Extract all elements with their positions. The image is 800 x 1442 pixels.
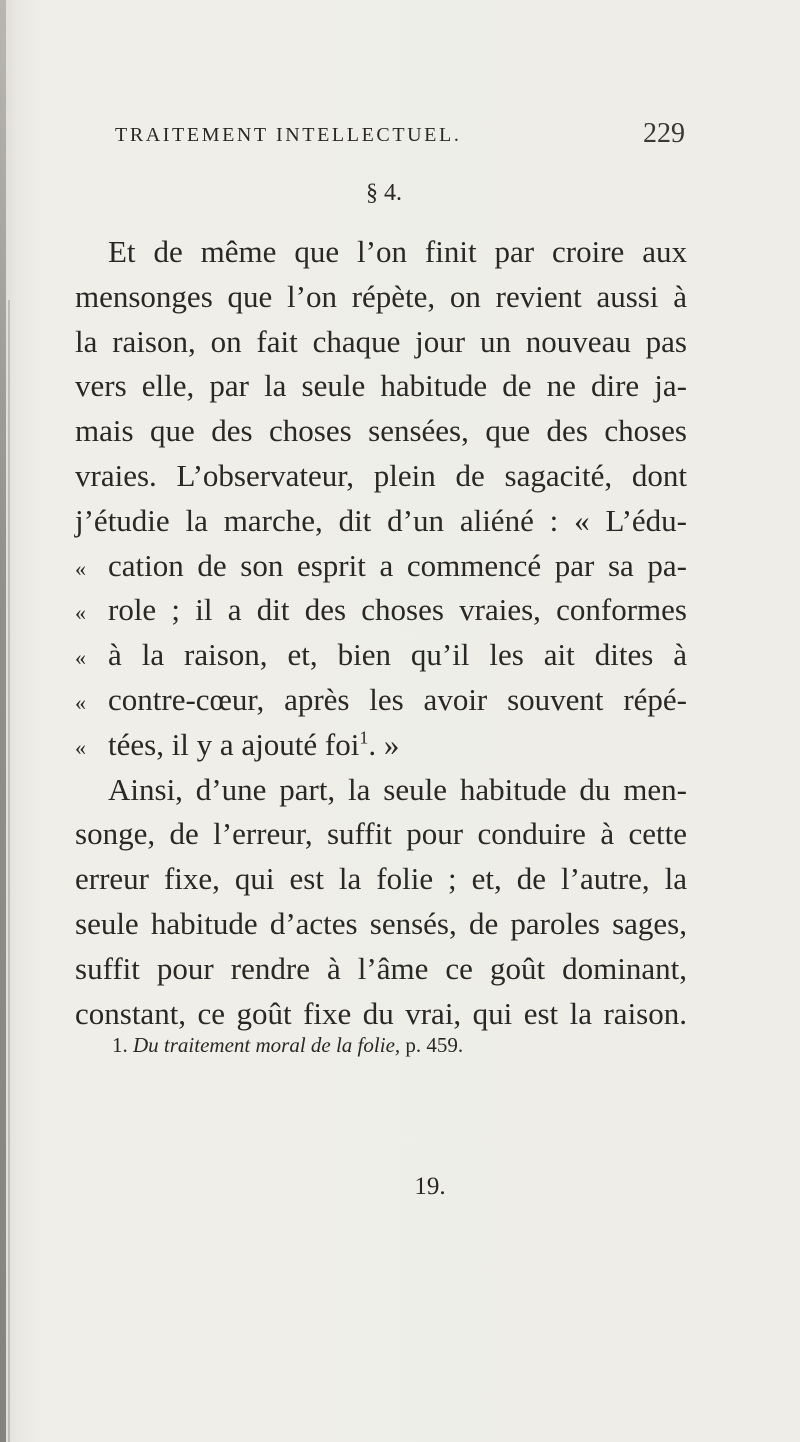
book-spine-shadow [0,0,6,1442]
quote-mark: « [75,689,86,715]
page-number: 229 [643,118,685,149]
text-line: songe, de l’erreur, suffit pour conduire à cette [75,816,687,852]
footnote-page: p. 459. [400,1033,464,1057]
text-line: Ainsi, d’une part, la seule habitude du men- [108,771,687,807]
signature-mark: 19. [414,1173,446,1200]
text-line: vraies. L’observateur, plein de sagacité, dont [75,457,687,493]
quote-line [75,588,687,633]
quote-line [75,723,687,768]
page-header [115,118,685,158]
quote-closing: . » [368,726,400,762]
quote-line [75,544,687,589]
book-spine-edge [8,300,10,1442]
text-line: suffit pour rendre à l’âme ce goût dominant, [75,950,687,986]
quote-mark: « [75,645,86,671]
text-line: vers elle, par la seule habitude de ne dire ja- [75,368,687,404]
quote-text: role ; il a dit des choses vraies, conformes [108,592,687,628]
text-line: j’étudie la marche, dit d’un aliéné : « L’édu- [75,502,687,538]
text-line: Et de même que l’on finit par croire aux [108,234,687,269]
quote-mark: « [75,600,86,626]
quote-line [75,633,687,678]
footnote [112,1033,712,1058]
footnote-reference: 1 [359,727,369,748]
text-line: constant, ce goût fixe du vrai, qui est la raison. [75,995,687,1031]
quote-text: tées, il y a ajouté foi [108,726,360,762]
quote-mark: « [75,555,86,581]
footnote-title: Du traitement moral de la folie, [133,1033,401,1057]
quote-text: à la raison, et, bien qu’il les ait dites à [108,637,687,673]
text-line: erreur fixe, qui est la folie ; et, de l’autre, la [75,861,687,897]
quote-line [75,678,687,723]
text-line: mais que des choses sensées, que des choses [75,413,687,449]
text-line: la raison, on fait chaque jour un nouveau pas [75,323,687,359]
quote-mark: « [75,734,86,760]
body-text [75,230,687,1036]
text-line: mensonges que l’on répète, on revient aussi à [75,278,687,314]
footnote-number: 1. [112,1033,128,1057]
text-line: seule habitude d’actes sensés, de paroles sages, [75,905,687,941]
quote-last-text [108,723,687,768]
quote-text: cation de son esprit a commencé par sa pa- [108,547,687,583]
section-heading: § 4. [366,180,402,206]
quote-text: contre-cœur, après les avoir souvent répé- [108,681,687,717]
running-title: TRAITEMENT INTELLECTUEL. [115,124,462,146]
